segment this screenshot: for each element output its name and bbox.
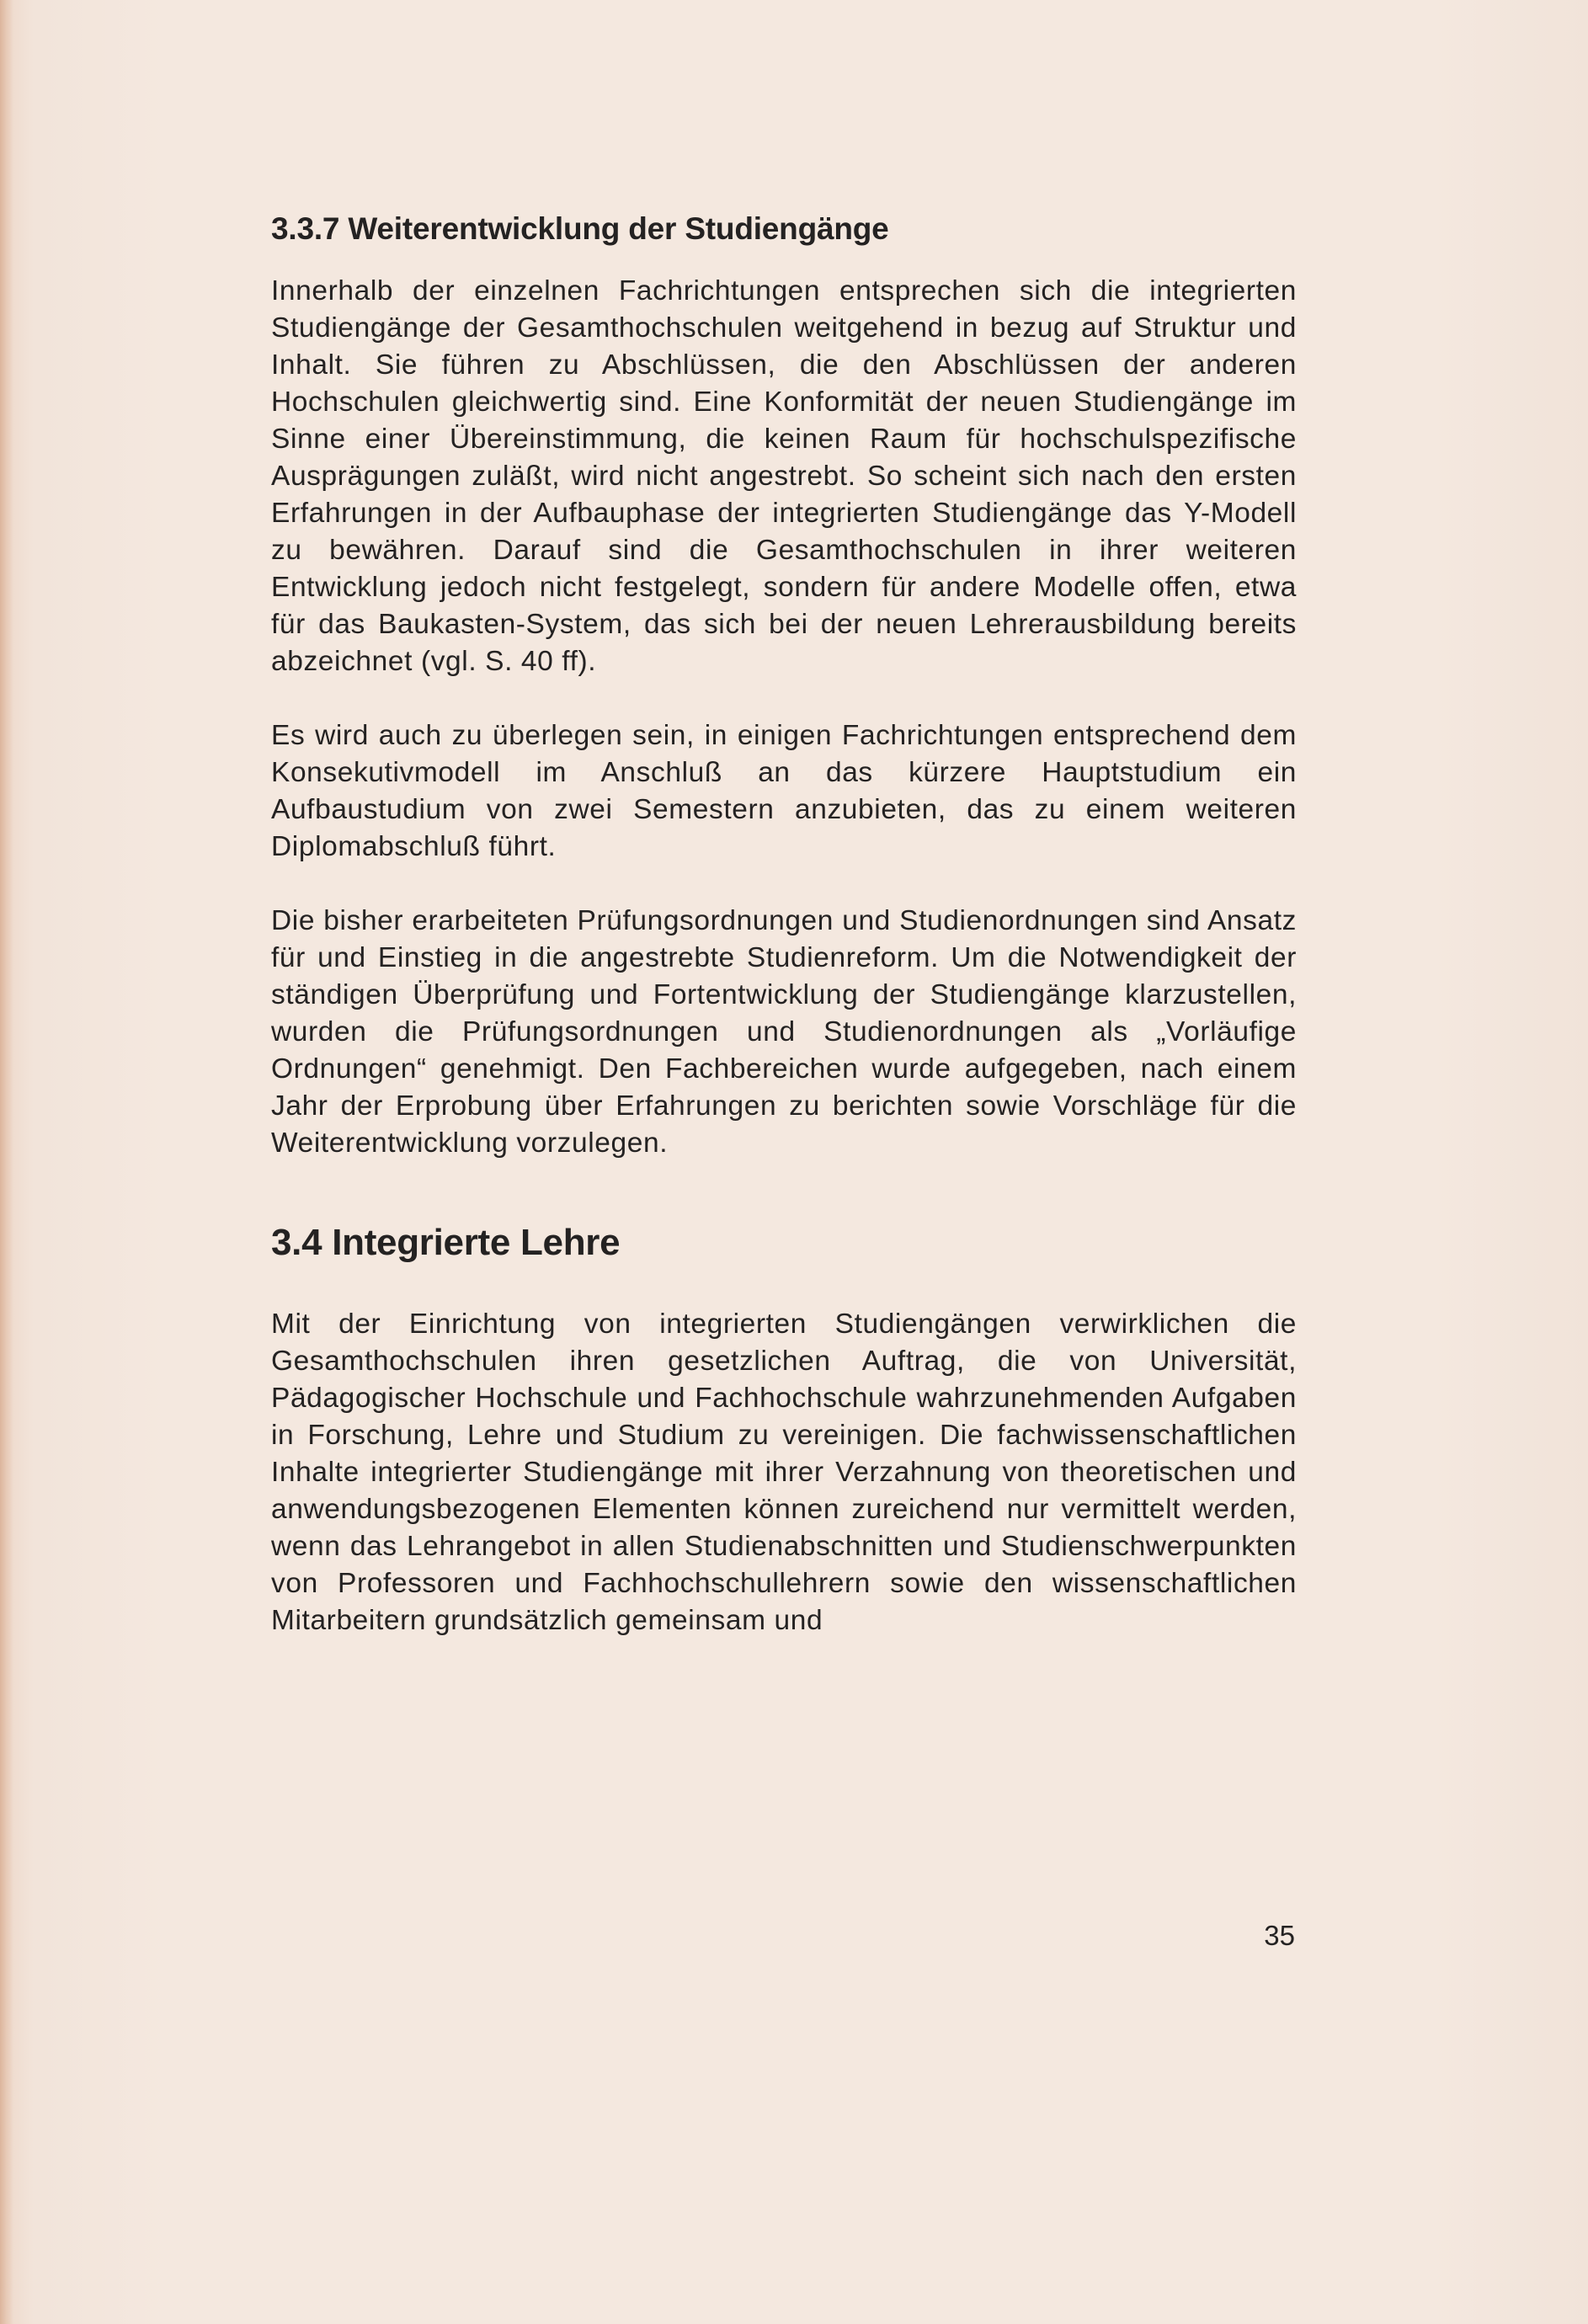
paragraph: Mit der Einrichtung von integrierten Studiengängen verwirklichen die Gesamthochschulen ihren gesetzlichen Auftrag, die von Universität, Pädagogischer Hochschule und Fachhochschule wahrzunehmenden Aufgaben in Forschung, Lehre und Studium zu vereinigen. Die fachwissenschaftlichen Inhalte integrierter Studiengänge mit ihrer Verzahnung von theoretischen und anwendungsbezogenen Elementen können zureichend nur vermittelt werden, wenn das Lehrangebot in allen Studienabschnitten und Studienschwerpunkten von Professoren und Fachhochschullehrern sowie den wissenschaftlichen Mitarbeitern grundsätzlich gemeinsam und — [271, 1309, 1297, 1637]
subsection-heading: 3.3.7 Weiterentwicklung der Studiengänge — [271, 211, 889, 246]
paragraph: Die bisher erarbeiteten Prüfungsordnungen und Studienordnungen sind Ansatz für und Einstieg in die angestrebte Studienreform. Um die Notwendigkeit der ständigen Überprüfung und Fortentwicklung der Studiengänge klarzustellen, wurden die Prüfungsordnungen und Studienordnungen als „Vorläufige Ordnungen“ genehmigt. Den Fachbereichen wurde aufgegeben, nach einem Jahr der Erprobung über Erfahrungen zu berichten sowie Vorschläge für die Weiterentwicklung vorzulegen. — [271, 905, 1297, 1159]
text-column — [271, 211, 1297, 1676]
section-heading: 3.4 Integrierte Lehre — [271, 1222, 621, 1264]
paragraph: Innerhalb der einzelnen Fachrichtungen entsprechen sich die integrierten Studiengänge der Gesamthochschulen weitgehend in bezug auf Struktur und Inhalt. Sie führen zu Abschlüssen, die den Abschlüssen der anderen Hochschulen gleichwertig sind. Eine Konformität der neuen Studiengänge im Sinne einer Übereinstimmung, die keinen Raum für hochschulspezifische Ausprägungen zuläßt, wird nicht angestrebt. So scheint sich nach den ersten Erfahrungen in der Aufbauphase der integrierten Studiengänge das Y-Modell zu bewähren. Darauf sind die Gesamthochschulen in ihrer weiteren Entwicklung jedoch nicht festgelegt, sondern für andere Modelle offen, etwa für das Baukasten-System, das sich bei der neuen Lehrerausbildung bereits abzeichnet (vgl. S. 40 ff). — [271, 275, 1297, 678]
page-number: 35 — [1264, 1920, 1295, 1951]
section-spacer — [271, 1199, 1297, 1221]
paragraph: Es wird auch zu überlegen sein, in einigen Fachrichtungen entsprechend dem Konsekutivmodell im Anschluß an das kürzere Hauptstudium ein Aufbaustudium von zwei Semestern anzubieten, das zu einem weiteren Diplomabschluß führt. — [271, 720, 1297, 863]
binding-edge — [0, 0, 13, 2324]
